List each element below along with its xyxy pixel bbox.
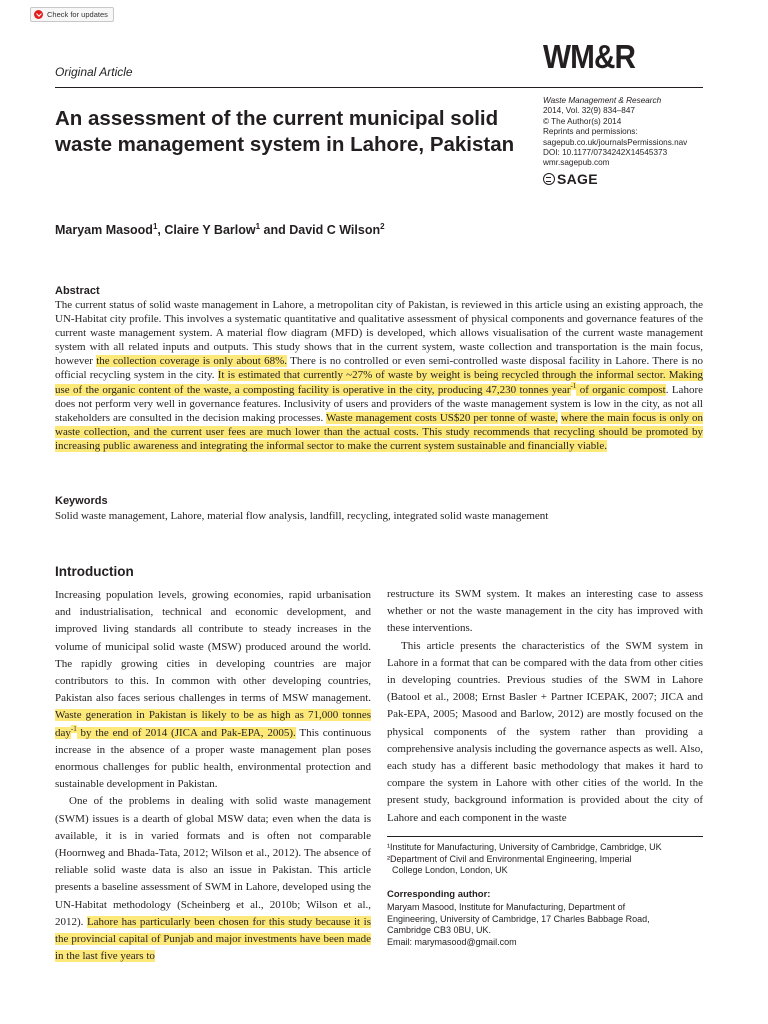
author-name: Maryam Masood (55, 223, 153, 238)
sage-wordmark: SAGE (557, 171, 598, 187)
article-type: Original Article (55, 65, 133, 79)
author-list (55, 222, 385, 237)
check-updates-icon (34, 10, 43, 19)
footnote-rule (387, 836, 703, 837)
keywords-body: Solid waste management, Lahore, material flow analysis, landfill, recycling, integrated solid waste management (55, 510, 549, 522)
corresponding-line-3: Cambridge CB3 0BU, UK. (387, 925, 492, 936)
highlighted-text: of organic compost (576, 383, 666, 396)
check-for-updates-label: Check for updates (47, 10, 108, 19)
affiliation-2: ²Department of Civil and Environmental Engineering, Imperial (387, 853, 632, 864)
affiliation-1: ¹Institute for Manufacturing, University of Cambridge, Cambridge, UK (387, 842, 662, 852)
journal-doi[interactable]: DOI: 10.1177/0734242X14545373 (543, 148, 668, 158)
text-run: There is no controlled or even semi-controlled waste disposal facility in Lahore. There is no official recycling system in the city. (55, 355, 704, 382)
text-run: Increasing population levels, growing economies, rapid urbanisation and industrialisation, technical and economic development, and improved living standards all contribute to steady increases in the volume of municipal solid waste (MSW) produced around the world. The rapidly growing cities in developing countries are major contributors to this. In common with other developing countries, Pakistan also faces serious challenges in terms of MSW management. (55, 589, 371, 705)
intro-right-column (387, 586, 703, 827)
corresponding-email[interactable]: Email: marymasood@gmail.com (387, 936, 517, 947)
journal-volume: 2014, Vol. 32(9) 834–847 (543, 106, 635, 116)
introduction-heading: Introduction (55, 564, 134, 579)
highlighted-text: the collection coverage is only about 68%. (96, 355, 288, 368)
paragraph (55, 587, 371, 793)
journal-name: Waste Management & Research (543, 96, 662, 105)
abstract-heading: Abstract (55, 285, 100, 297)
author-separator: and (260, 223, 290, 238)
text-run: This continuous increase in the absence of a proper waste management plan poses enormous challenges for public health, environmental protection and sustainable development in Pakistan. (55, 726, 371, 791)
affiliation-2-cont: College London, London, UK (392, 865, 508, 876)
journal-url[interactable]: wmr.sagepub.com (543, 158, 610, 168)
text-run: One of the problems in dealing with solid waste management (SWM) issues is a dearth of global MSW data; even when the data is available, it is in varied formats and is often not comparable (Hoornweg and Bhada-Tata, 2012; Wilson et al., 2012). The absence of reliable solid waste data is also an issue in Pakistan. This article presents a baseline assessment of SWM in Lahore, developed using the UN-Habitat methodology (Scheinberg et al., 2010b; Wilson et al., 2012). (55, 795, 371, 928)
journal-reprints: Reprints and permissions: (543, 127, 638, 137)
journal-logo: WM&R (543, 38, 636, 75)
highlighted-text: Waste management costs US$20 per tonne of waste, (326, 411, 558, 424)
corresponding-author (387, 902, 717, 948)
corresponding-line-2: Engineering, University of Cambridge, 17 Charles Babbage Road, (387, 913, 650, 924)
journal-meta (543, 96, 743, 169)
abstract-body (55, 298, 703, 453)
header-rule (55, 87, 703, 88)
highlighted-text: where the main focus is only on waste collection, and the current user fees are much lower than the actual costs. This study recommends that recycling should be promoted by increasing public awareness and integrating the informal sector to make the current system sustainable and financially viable. (55, 411, 704, 452)
highlighted-text: Waste generation in Pakistan is likely to be as high as 71,000 tonnes day (55, 709, 371, 739)
author-affiliation-mark: 2 (380, 222, 385, 231)
journal-copyright: © The Author(s) 2014 (543, 116, 622, 126)
text-run: The current status of solid waste management in Lahore, a metropolitan city of Pakistan, is reviewed in this article using an existing approach, the UN-Habitat city profile. This involves a systematic quantitative and qualitative assessment of physical components and governance features of the current waste management system. A material flow diagram (MFD) is developed, which allows visualisation of the current waste management system with all related inputs and outputs. This study shows that in the current system, waste collection and transportation is the main focus, however (55, 299, 703, 368)
sage-logo (543, 171, 598, 187)
author-affiliation-mark: 1 (255, 222, 261, 231)
highlighted-text: Lahore has particularly been chosen for this study because it is the provincial capital of Punjab and major investments have been made in the last five years to (55, 915, 371, 963)
text-run: . Lahore does not perform very well in governance features. Inclusivity of users and providers of the waste management system is low in the city, as not all stakeholders are consulted in the decision making processes. (55, 383, 703, 424)
corresponding-author-heading: Corresponding author: (387, 889, 491, 900)
paragraph (55, 793, 371, 965)
journal-reprints-link[interactable]: sagepub.co.uk/journalsPermissions.nav (543, 137, 688, 147)
keywords-heading: Keywords (55, 495, 108, 507)
author-affiliation-mark: 1 (152, 222, 158, 231)
corresponding-line-1: Maryam Masood, Institute for Manufacturing, Department of (387, 902, 626, 912)
paragraph: restructure its SWM system. It makes an interesting case to assess whether or not the waste management in the city has improved with these interventions. (387, 588, 703, 635)
paragraph: This article presents the characteristics of the SWM system in Lahore in a format that can be compared with the data from other cities in developing countries. Previous studies of the SWM in Lahore (Batool et al., 2008; Ernst Basler + Partner ICEPAK, 2007; JICA and Pak-EPA, 2005; Masood and Barlow, 2012) are mostly focused on the physical components of the system rather than providing a comprehensive analysis including the governance aspects as well. Also, each study has a different basic methodology that makes it hard to compare the system in Lahore with other cities of the world. In the present study, background information is provided about the city of Lahore and each component in the waste (387, 639, 703, 824)
highlighted-text: by the end of 2014 (JICA and Pak-EPA, 2005). (76, 726, 296, 739)
affiliations (387, 842, 717, 877)
highlighted-text: -1 (70, 724, 77, 733)
author-name: David C Wilson (289, 223, 381, 238)
paper-title: An assessment of the current municipal solid waste management system in Lahore, Pakistan (55, 107, 515, 156)
author-separator: , (157, 223, 165, 238)
intro-left-column (55, 587, 371, 965)
check-for-updates-button[interactable] (30, 7, 114, 22)
highlighted-text: -1 (570, 381, 577, 390)
author-name: Claire Y Barlow (164, 223, 256, 238)
sage-mark-icon (543, 173, 555, 185)
highlighted-text: It is estimated that currently ~27% of waste by weight is being recycled through the informal sector. Making use of the organic content of the waste, a composting facility is operative in the city, producing 47,230 tonnes year (55, 369, 703, 396)
